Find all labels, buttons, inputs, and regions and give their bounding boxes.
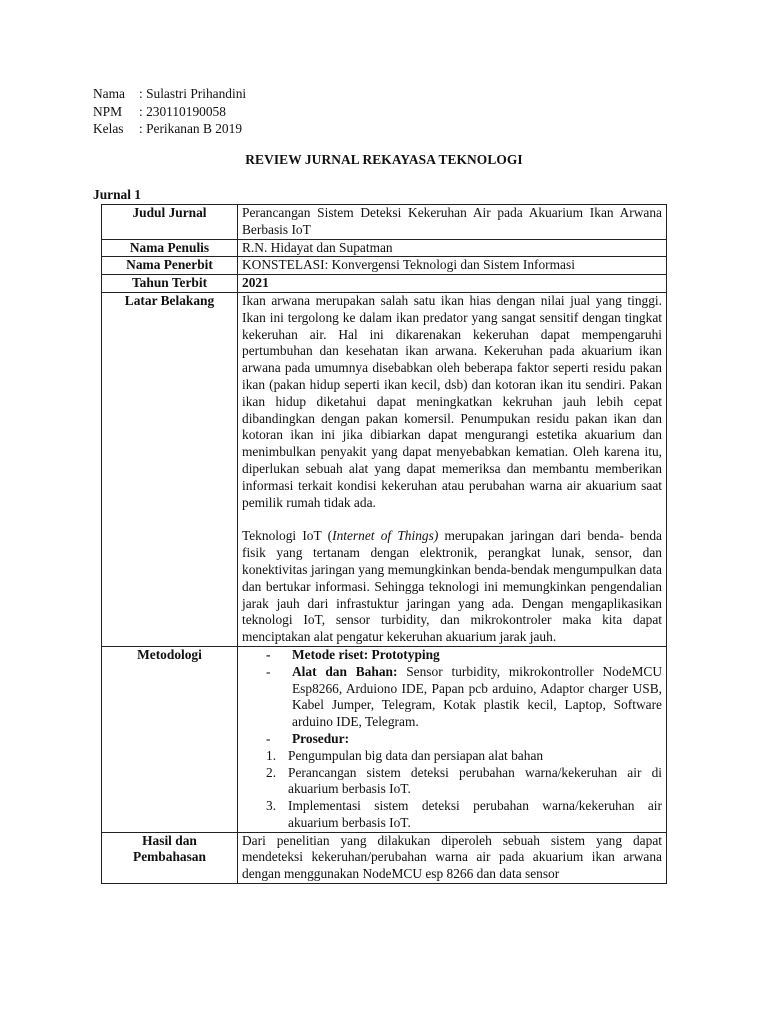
prosedur-steps bbox=[242, 748, 662, 832]
jurnal-heading: Jurnal 1 bbox=[93, 187, 141, 202]
latar-paragraph-2 bbox=[242, 528, 662, 646]
metodologi-item-metode: - Metode riset: Prototyping bbox=[266, 647, 662, 664]
identity-row-kelas bbox=[93, 121, 246, 139]
latar-p2-italic: Internet of Things) bbox=[332, 528, 439, 544]
nama-label: Nama bbox=[93, 86, 125, 101]
prosedur-step bbox=[266, 798, 662, 832]
table-row-penerbit bbox=[102, 257, 667, 275]
step-text: Pengumpulan big data dan persiapan alat bahan bbox=[288, 747, 544, 763]
hasil-label-line-1: Hasil dan bbox=[142, 832, 197, 848]
metodologi-item-alat bbox=[266, 664, 662, 731]
npm-label: NPM bbox=[93, 103, 123, 119]
table-row-latar bbox=[102, 292, 667, 646]
table-row-hasil bbox=[102, 832, 667, 883]
kelas-value: : Perikanan B 2019 bbox=[139, 121, 243, 136]
prosedur-step bbox=[266, 747, 662, 765]
hasil-label-line-2: Pembahasan bbox=[133, 849, 206, 865]
prosedur-label: Prosedur: bbox=[292, 730, 350, 746]
alat-bahan-text: Sensor turbidity, mikrokontroller NodeMCU Esp8266, Arduiono IDE, Papan pcb arduino, Adaptor charger USB, Kabel Jumper, Telegram, Kotak plastik kecil, Laptop, Software arduino IDE, Telegram. bbox=[292, 663, 662, 730]
latar-p2-rest: merupakan jaringan dari benda- benda fisik yang tertanam dengan elektronik, perangkat lunak, sensor, dan konektivitas jaringan yang memungkinkan benda-bendak mengumpulkan data dan bertukar informasi. Sehingga teknologi ini memungkinkan pengendalian jarak jauh dari infrastuktur jaringan yang ada. Dengan mengaplikasikan teknologi IoT, sensor turbidity, dan mikrokontroler maka kita dapat menciptakan alat pengatur kekeruhan akuarium jarak jauh. bbox=[242, 528, 662, 645]
nama-value: : Sulastri Prihandini bbox=[139, 86, 247, 101]
table-row-penulis bbox=[102, 239, 667, 257]
step-number: 3. bbox=[266, 798, 277, 814]
hasil-label bbox=[102, 832, 238, 883]
latar-p2-start: Teknologi IoT ( bbox=[242, 528, 333, 544]
kelas-label: Kelas bbox=[93, 121, 124, 136]
table-row-metodologi bbox=[102, 646, 667, 832]
identity-row-npm bbox=[93, 104, 246, 122]
latar-value bbox=[238, 292, 667, 646]
metodologi-value bbox=[238, 646, 667, 832]
student-identity bbox=[93, 86, 246, 139]
step-text: Perancangan sistem deteksi perubahan warna/kekeruhan air di akuarium berbasis IoT. bbox=[288, 764, 662, 797]
prosedur-step bbox=[266, 764, 662, 799]
table-row-tahun bbox=[102, 275, 667, 293]
tahun-value: 2021 bbox=[238, 275, 667, 293]
latar-label: Latar Belakang bbox=[102, 292, 238, 646]
judul-value: Perancangan Sistem Deteksi Kekeruhan Air pada Akuarium Ikan Arwana Berbasis IoT bbox=[238, 205, 667, 240]
penulis-label: Nama Penulis bbox=[102, 239, 238, 257]
penulis-value: R.N. Hidayat dan Supatman bbox=[238, 239, 667, 257]
table-row-judul bbox=[102, 205, 667, 240]
alat-bahan-label: Alat dan Bahan: bbox=[292, 663, 398, 679]
penerbit-label: Nama Penerbit bbox=[102, 257, 238, 275]
step-number: 1. bbox=[266, 747, 277, 763]
step-number: 2. bbox=[266, 764, 277, 780]
metodologi-item-prosedur bbox=[266, 731, 662, 748]
document-title: REVIEW JURNAL REKAYASA TEKNOLOGI bbox=[245, 152, 523, 167]
judul-label: Judul Jurnal bbox=[102, 205, 238, 240]
metodologi-list bbox=[242, 647, 662, 748]
tahun-label: Tahun Terbit bbox=[102, 275, 238, 293]
metodologi-label: Metodologi bbox=[102, 646, 238, 832]
review-table bbox=[101, 204, 667, 884]
penerbit-value: KONSTELASI: Konvergensi Teknologi dan Sistem Informasi bbox=[238, 257, 667, 275]
npm-value: : 230110190058 bbox=[139, 103, 226, 119]
step-text: Implementasi sistem deteksi perubahan warna/kekeruhan air akuarium berbasis IoT. bbox=[288, 798, 662, 830]
identity-row-nama bbox=[93, 86, 246, 104]
latar-paragraph-1: Ikan arwana merupakan salah satu ikan hias dengan nilai jual yang tinggi. Ikan ini tergolong ke dalam ikan predator yang sangat sensitif dengan tingkat kekeruhan air. Hal ini dikarenakan kekeruhan dapat mempengaruhi pertumbuhan dan kesehatan ikan arwana. Kekeruhan pada akuarium ikan arwana pada umumnya disebabkan oleh beberapa faktor seperti residu pakan ikan (pakan hidup seperti ikan kecil, dsb) dan kotoran ikan itu sendiri. Pakan ikan hidup diketahui dapat meningkatkan kekruhan jauh lebih cepat dibandingkan dengan pakan komersil. Penumpukan residu pakan ikan dan kotoran ikan ini jika dibiarkan dapat mengurangi estetika akuarium dan menimbulkan penyakit yang dapat menyebabkan kematian. Oleh karena itu, diperlukan sebuah alat yang dapat memeriksa dan membantu memberikan informasi terkait kondisi kekeruhan atau perubahan warna air akuarium saat pemilik rumah tidak ada. bbox=[242, 292, 662, 510]
hasil-value: Dari penelitian yang dilakukan diperoleh sebuah sistem yang dapat mendeteksi kekeruhan/perubahan warna air pada akuarium ikan arwana dengan menggunakan NodeMCU esp 8266 dan data sensor bbox=[238, 832, 667, 883]
